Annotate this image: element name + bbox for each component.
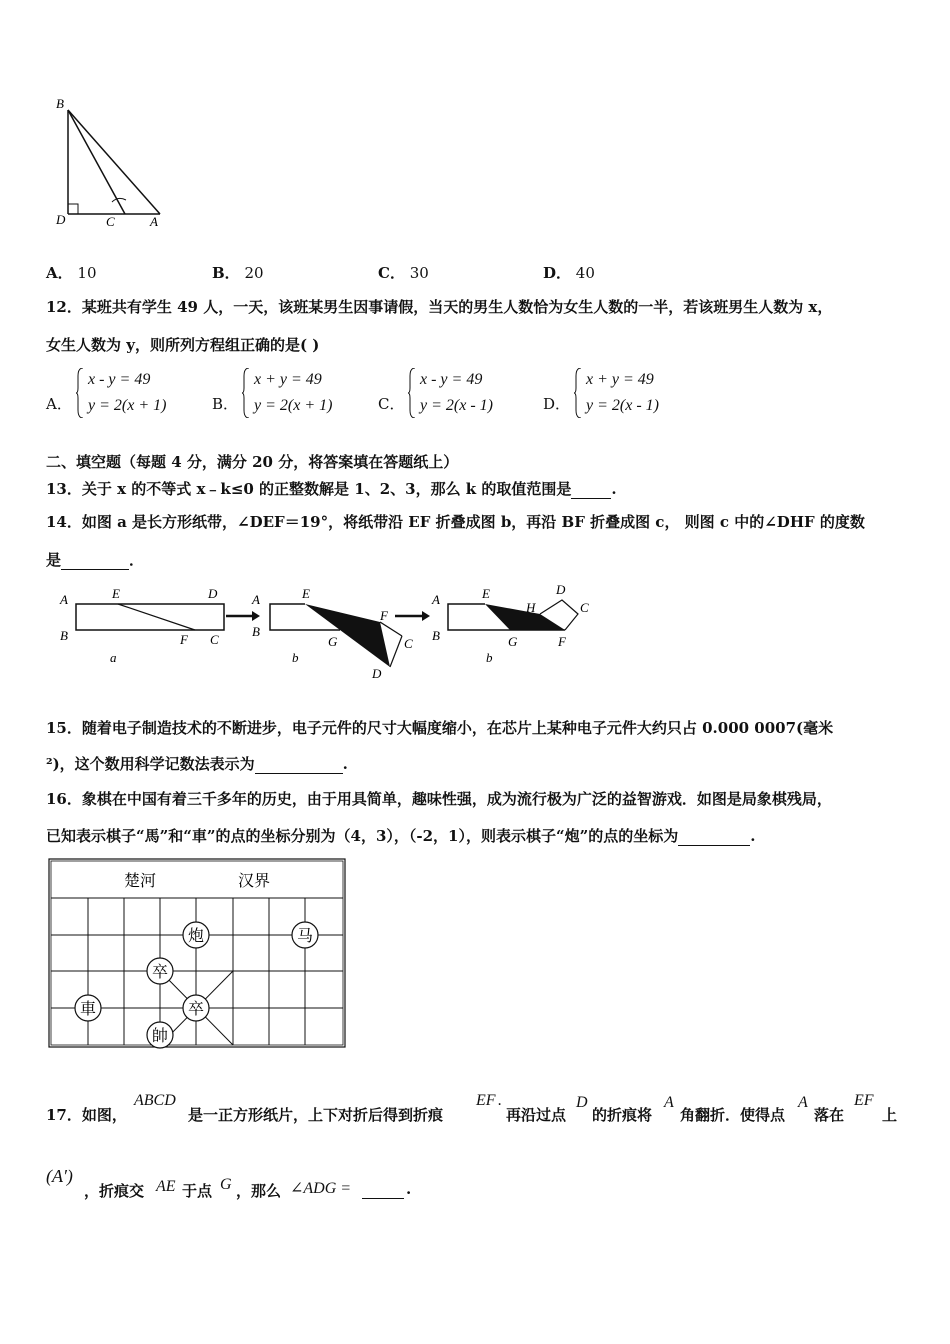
- piece-zu-2: [183, 995, 209, 1021]
- q12-letter-b: B．: [212, 395, 239, 413]
- label-b: B: [56, 96, 64, 111]
- q11-option-c: C． 30: [378, 264, 429, 282]
- svg-text:b: b: [486, 650, 493, 665]
- label-a: A: [150, 214, 158, 229]
- piece-pao: [183, 922, 209, 948]
- svg-text:車: 車: [79, 999, 97, 1018]
- label-d: D: [56, 212, 66, 227]
- q12-letter-d: D．: [543, 395, 571, 413]
- q16-chess-board: [48, 858, 348, 1050]
- q13-text: 13．关于 x 的不等式 x﹣k≤0 的正整数解是 1、2、3，那么 k 的取值范围是 .: [46, 480, 617, 498]
- svg-text:H: H: [526, 600, 536, 615]
- q12-line2: 女生人数为 y，则所列方程组正确的是( ): [46, 336, 320, 354]
- q11-option-b: B． 20: [212, 264, 264, 282]
- svg-text:E: E: [302, 586, 310, 601]
- svg-text:A: A: [60, 592, 68, 607]
- svg-text:b: b: [292, 650, 299, 665]
- q14-line2: 是 ．: [46, 551, 145, 569]
- q12-system-a: x - y = 49 y = 2(x + 1): [76, 366, 206, 422]
- svg-text:C: C: [210, 632, 219, 647]
- svg-text:D: D: [372, 666, 382, 681]
- svg-text:卒: 卒: [187, 999, 205, 1018]
- q15-line1: 15．随着电子制造技术的不断进步，电子元件的尺寸大幅度缩小，在芯片上某种电子元件大约只占 0.000 0007(毫米: [46, 719, 834, 737]
- river-left-text: 楚河: [124, 871, 157, 890]
- svg-text:炮: 炮: [187, 926, 205, 945]
- q12-letter-a: A．: [46, 395, 72, 413]
- q11-triangle-figure: [50, 92, 175, 232]
- svg-text:G: G: [328, 634, 338, 649]
- svg-text:E: E: [482, 586, 490, 601]
- section-2-heading: 二、填空题（每题 4 分，满分 20 分，将答案填在答题纸上）: [46, 453, 459, 471]
- q15-line2: ²)，这个数用科学记数法表示为 .: [46, 755, 348, 773]
- label-c: C: [106, 214, 115, 229]
- svg-text:a: a: [110, 650, 117, 665]
- q14-line1: 14．如图 a 是长方形纸带，∠DEF＝19°，将纸带沿 EF 折叠成图 b，再沿 BF 折叠成图 c， 则图 c 中的∠DHF 的度数: [46, 513, 865, 531]
- q12-system-c: x - y = 49 y = 2(x - 1): [408, 366, 538, 422]
- q11-option-a: A． 10: [46, 264, 97, 282]
- q14-folding-figures: [50, 582, 595, 682]
- svg-text:A: A: [252, 592, 260, 607]
- q12-line1: 12．某班共有学生 49 人，一天，该班某男生因事请假，当天的男生人数恰为女生人数的一半，若该班男生人数为 x，: [46, 298, 833, 316]
- q12-system-b: x + y = 49 y = 2(x + 1): [242, 366, 372, 422]
- q16-line1: 16．象棋在中国有着三千多年的历史，由于用具简单，趣味性强，成为流行极为广泛的益智游戏．如图是局象棋残局，: [46, 790, 832, 808]
- q16-line2: 已知表示棋子“馬”和“車”的点的坐标分别为（4，3），（-2，1），则表示棋子“炮”的点的坐标为 .: [46, 827, 756, 845]
- piece-zu-1: [147, 958, 173, 984]
- svg-text:帥: 帥: [151, 1026, 169, 1045]
- svg-text:B: B: [252, 624, 260, 639]
- svg-text:D: D: [208, 586, 218, 601]
- svg-text:C: C: [404, 636, 413, 651]
- svg-text:马: 马: [296, 926, 314, 945]
- piece-ju: [75, 995, 101, 1021]
- q11-option-d: D． 40: [543, 264, 595, 282]
- svg-text:B: B: [60, 628, 68, 643]
- piece-ma: [292, 922, 318, 948]
- svg-text:卒: 卒: [151, 962, 169, 981]
- svg-text:F: F: [380, 608, 388, 623]
- svg-text:A: A: [432, 592, 440, 607]
- svg-text:C: C: [580, 600, 589, 615]
- svg-text:F: F: [558, 634, 566, 649]
- svg-text:D: D: [556, 582, 566, 597]
- piece-shuai: [147, 1022, 173, 1048]
- q12-system-d: x + y = 49 y = 2(x - 1): [574, 366, 704, 422]
- svg-text:B: B: [432, 628, 440, 643]
- svg-text:G: G: [508, 634, 518, 649]
- q12-letter-c: C．: [378, 395, 405, 413]
- river-right-text: 汉界: [238, 871, 271, 890]
- svg-text:F: F: [180, 632, 188, 647]
- svg-text:E: E: [112, 586, 120, 601]
